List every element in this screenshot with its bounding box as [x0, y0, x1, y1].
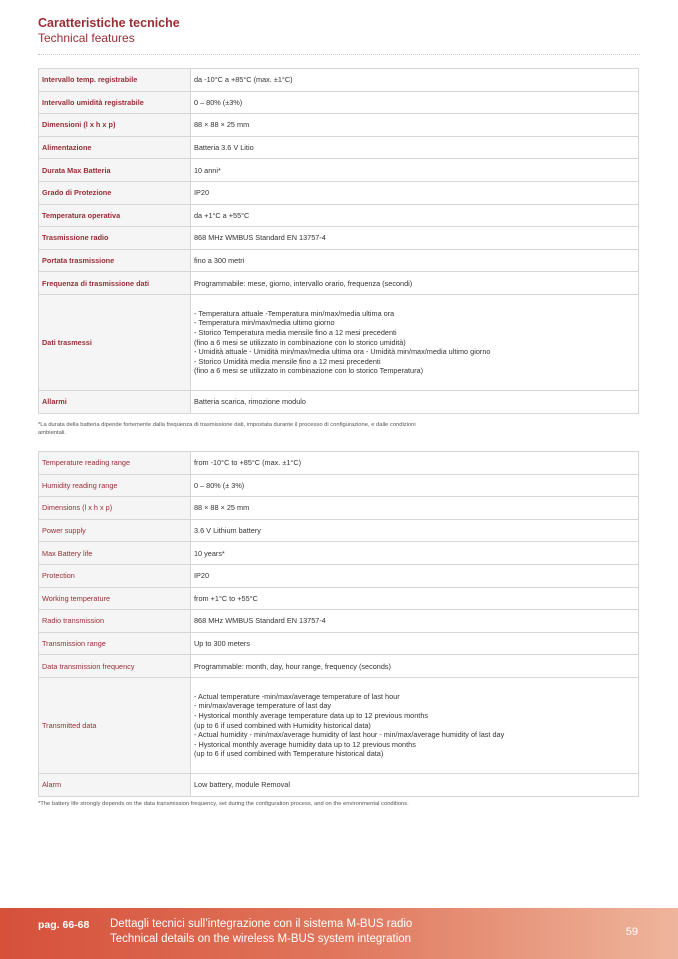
spec-table-en — [38, 451, 639, 797]
footnote-en: *The battery life strongly depends on the data transmission frequency, set during the configuration process, and on the environmental conditions. — [38, 801, 409, 807]
row-value: Programmable: month, day, hour range, frequency (seconds) — [191, 655, 639, 678]
table-row — [39, 655, 639, 678]
footer-title-it: Dettagli tecnici sull’integrazione con il sistema M-BUS radio — [110, 918, 413, 930]
row-label: Dimensioni (l x h x p) — [39, 114, 191, 137]
row-label: Radio transmission — [39, 610, 191, 633]
section-title-it: Caratteristiche tecniche — [38, 16, 180, 30]
section-title-en: Technical features — [38, 31, 135, 45]
row-label: Dimensions (l x h x p) — [39, 497, 191, 520]
row-label: Allarmi — [39, 390, 191, 413]
table-row — [39, 564, 639, 587]
row-value: 10 years* — [191, 542, 639, 565]
row-label: Alimentazione — [39, 136, 191, 159]
table-row — [39, 610, 639, 633]
spec-table-it — [38, 68, 639, 414]
row-label: Power supply — [39, 519, 191, 542]
row-value: 0 – 80% (± 3%) — [191, 474, 639, 497]
table-row — [39, 632, 639, 655]
table-row — [39, 136, 639, 159]
row-label: Portata trasmissione — [39, 249, 191, 272]
table-row — [39, 227, 639, 250]
table-row — [39, 390, 639, 413]
row-value: - Temperatura attuale -Temperatura min/max/media ultima ora - Temperatura min/max/media ultimo giorno - Storico Temperatura media mensile fino a 12 mesi precedenti (fino a 6 mesi se utilizzato in combinazione con lo storico umidità) - Umidità attuale - Umidità min/max/media ultima ora - Umidità min/max/media ultimo giorno - Storico Umidità media mensile fino a 12 mesi precedenti (fino a 6 mesi se utilizzato in combinazione con lo storico Temperatura) — [191, 294, 639, 390]
row-value: da +1°C a +55°C — [191, 204, 639, 227]
page-header — [38, 15, 180, 46]
row-label: Protection — [39, 564, 191, 587]
row-label: Dati trasmessi — [39, 294, 191, 390]
table-row — [39, 474, 639, 497]
row-value: Batteria scarica, rimozione modulo — [191, 390, 639, 413]
row-value: Programmabile: mese, giorno, intervallo orario, frequenza (secondi) — [191, 272, 639, 295]
row-label: Transmitted data — [39, 677, 191, 773]
table-row — [39, 69, 639, 92]
page-number: 59 — [625, 926, 638, 938]
table-row — [39, 497, 639, 520]
footnote-it: *La durata della batteria dipende fortemente dalla frequenza di trasmissione dati, impostata durante il processo di configurazione, e dalle condizioni ambientali. — [38, 422, 416, 436]
table-row — [39, 294, 639, 390]
row-label: Intervallo temp. registrabile — [39, 69, 191, 92]
row-value: fino a 300 metri — [191, 249, 639, 272]
row-value: Up to 300 meters — [191, 632, 639, 655]
table-row — [39, 114, 639, 137]
table-row — [39, 677, 639, 773]
row-value: IP20 — [191, 564, 639, 587]
row-value: 10 anni* — [191, 159, 639, 182]
row-label: Alarm — [39, 773, 191, 796]
row-label: Grado di Protezione — [39, 181, 191, 204]
page-footer — [0, 908, 678, 959]
row-value: da -10°C a +85°C (max. ±1°C) — [191, 69, 639, 92]
row-value: 868 MHz WMBUS Standard EN 13757-4 — [191, 227, 639, 250]
table-row — [39, 519, 639, 542]
row-label: Durata Max Batteria — [39, 159, 191, 182]
row-value: - Actual temperature -min/max/average temperature of last hour - min/max/average temperature of last day - Hystorical monthly average temperature data up to 12 previous months (up to 6 if used combined with Humidity historical data) - Actual humidity - min/max/average humidity of last hour - min/max/average humidity of last day - Hystorical monthly average humidity data up to 12 previous months (up to 6 if used combined with Temperature historical data) — [191, 677, 639, 773]
table-row — [39, 587, 639, 610]
row-value: 88 × 88 × 25 mm — [191, 114, 639, 137]
table-row — [39, 159, 639, 182]
row-value: Low battery, module Removal — [191, 773, 639, 796]
row-label: Trasmissione radio — [39, 227, 191, 250]
row-label: Working temperature — [39, 587, 191, 610]
table-row — [39, 91, 639, 114]
row-value: from +1°C to +55°C — [191, 587, 639, 610]
row-label: Transmission range — [39, 632, 191, 655]
row-label: Humidity reading range — [39, 474, 191, 497]
header-divider — [38, 54, 640, 55]
row-label: Temperatura operativa — [39, 204, 191, 227]
table-row — [39, 249, 639, 272]
footer-title-en: Technical details on the wireless M-BUS system integration — [110, 933, 412, 945]
table-row — [39, 773, 639, 796]
row-value: 3.6 V Lithium battery — [191, 519, 639, 542]
row-value: 0 – 80% (±3%) — [191, 91, 639, 114]
table-row — [39, 272, 639, 295]
table-row — [39, 204, 639, 227]
row-value: 868 MHz WMBUS Standard EN 13757-4 — [191, 610, 639, 633]
table-row — [39, 452, 639, 475]
table-row — [39, 542, 639, 565]
row-value: IP20 — [191, 181, 639, 204]
row-value: 88 × 88 × 25 mm — [191, 497, 639, 520]
row-label: Frequenza di trasmissione dati — [39, 272, 191, 295]
page-reference: pag. 66-68 — [38, 919, 90, 931]
row-label: Intervallo umidità registrabile — [39, 91, 191, 114]
row-value: from -10°C to +85°C (max. ±1°C) — [191, 452, 639, 475]
row-value: Batteria 3.6 V Litio — [191, 136, 639, 159]
row-label: Temperature reading range — [39, 452, 191, 475]
row-label: Data transmission frequency — [39, 655, 191, 678]
row-label: Max Battery life — [39, 542, 191, 565]
table-row — [39, 181, 639, 204]
